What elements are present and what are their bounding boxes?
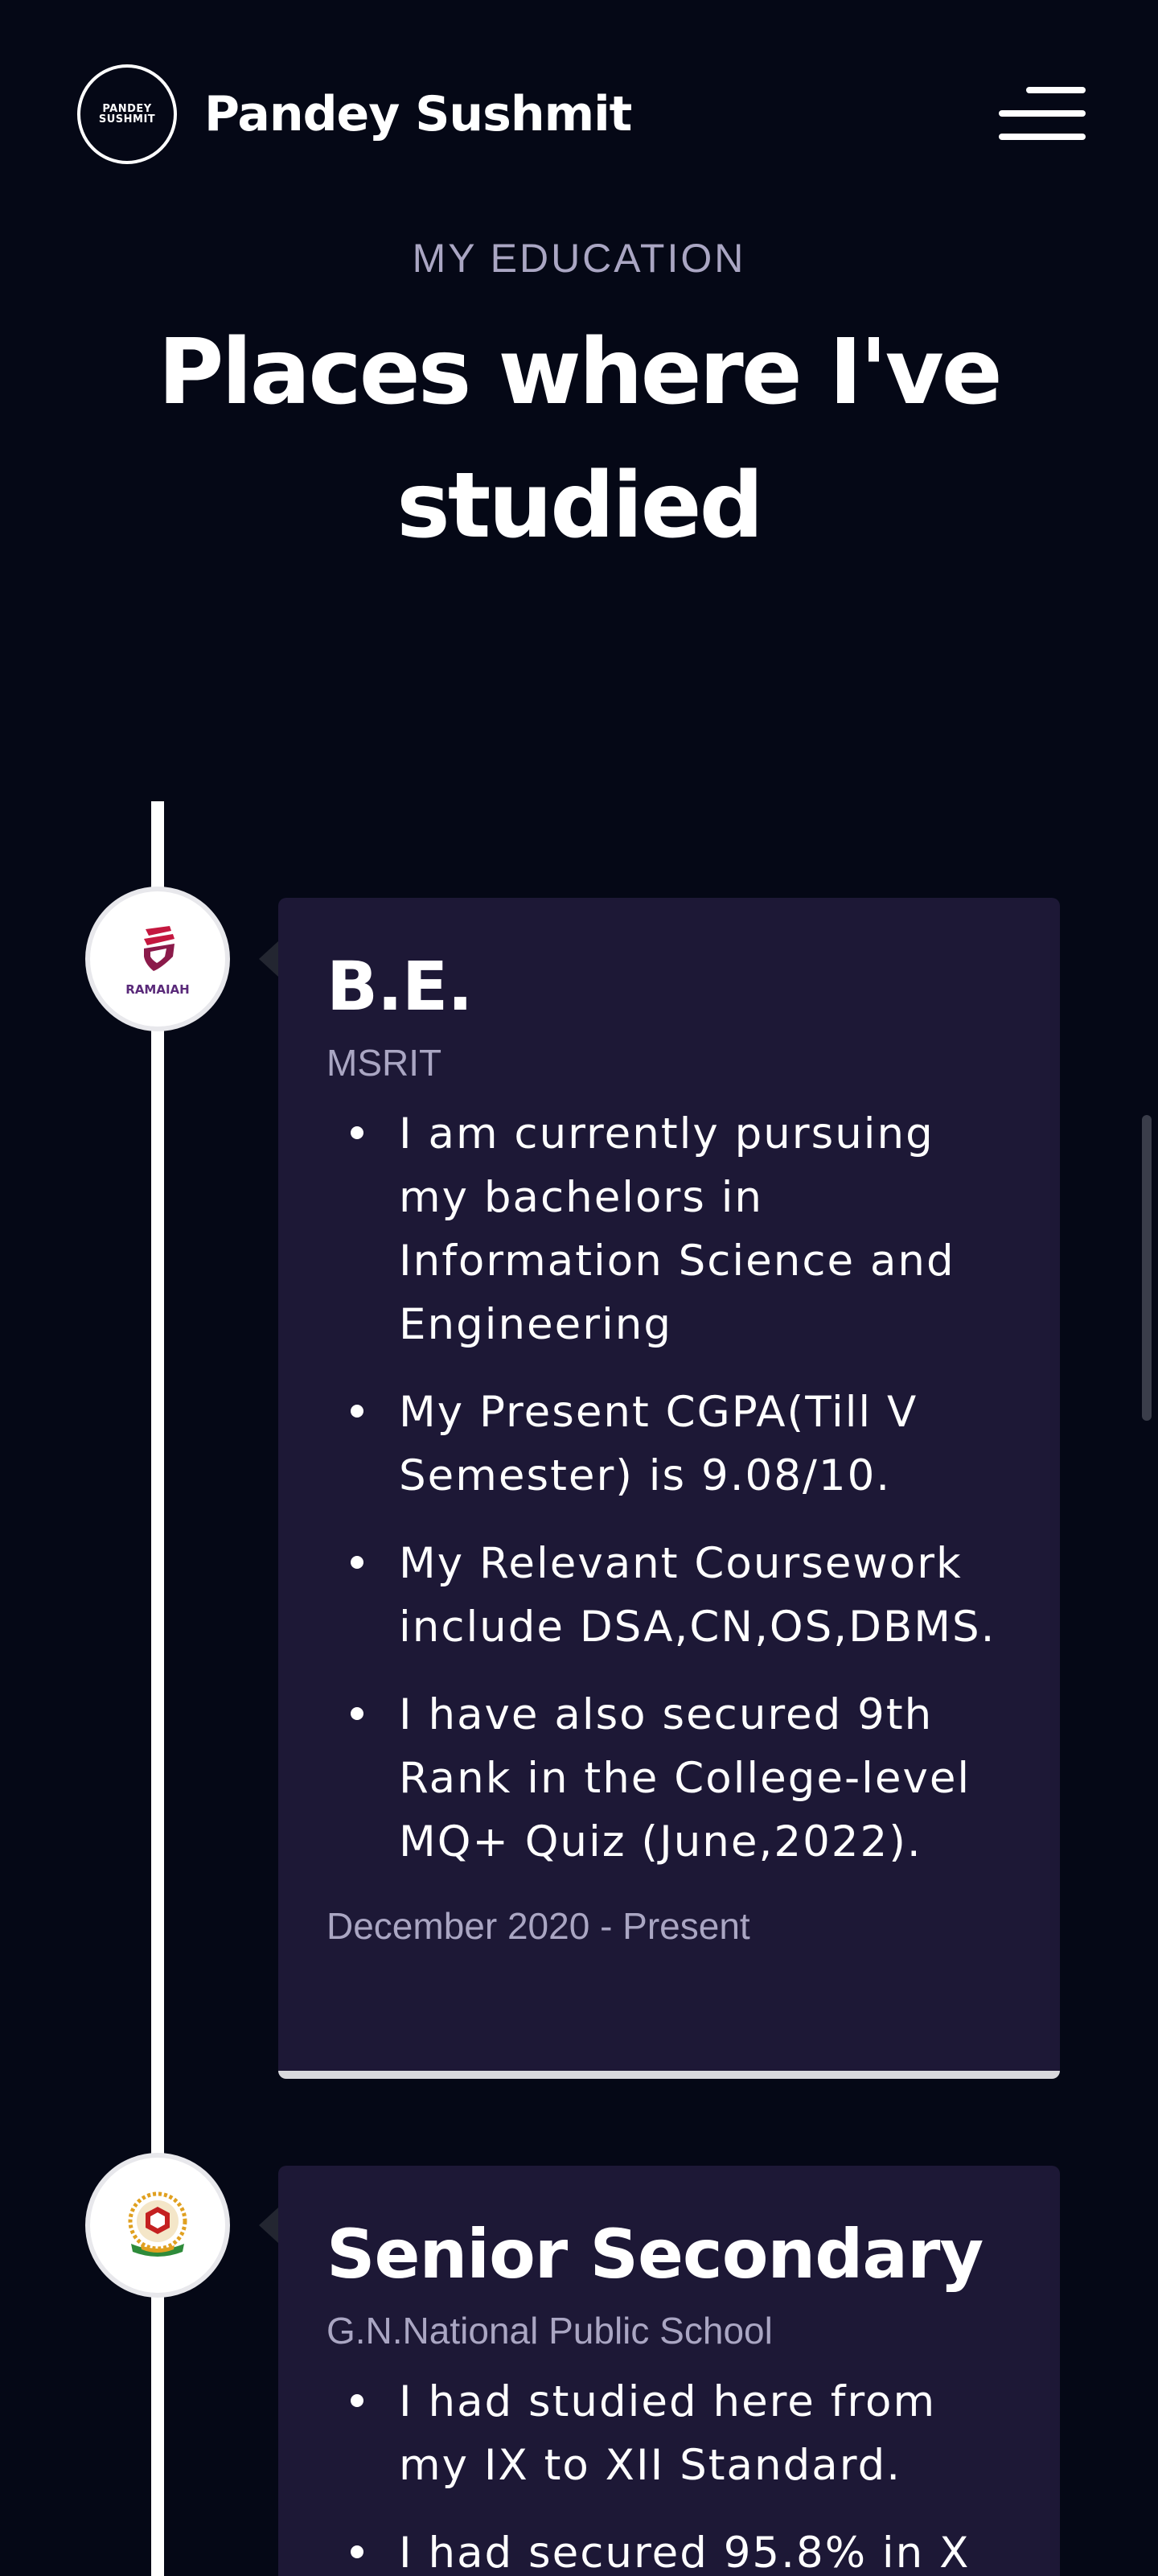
logo-line-2: SUSHMIT: [98, 113, 156, 126]
education-points: [326, 2370, 1012, 2576]
timeline-line: [151, 801, 164, 2576]
education-card: [278, 2166, 1060, 2576]
list-item: I had secured 95.8% in X: [326, 2521, 1012, 2576]
school-crest-icon: [85, 2153, 230, 2298]
brand-name[interactable]: Pandey Sushmit: [204, 86, 632, 142]
card-arrow: [259, 941, 278, 977]
section-subtitle: MY EDUCATION: [412, 236, 746, 281]
site-logo[interactable]: [77, 64, 177, 164]
card-arrow: [259, 2208, 278, 2243]
education-card: [278, 898, 1060, 2079]
scrollbar-thumb[interactable]: [1142, 1115, 1152, 1421]
navbar: [0, 0, 1158, 229]
ramaiah-label: RAMAIAH: [125, 982, 190, 997]
degree-title: Senior Secondary: [326, 2215, 983, 2294]
menu-bar: [1026, 87, 1086, 93]
ramaiah-logo-icon: [85, 887, 230, 1031]
list-item: I am currently pursuing my bachelors in Information Science and Engineering: [326, 1102, 1012, 1356]
list-item: I had studied here from my IX to XII Standard.: [326, 2370, 1012, 2497]
gn-national-crest: [113, 2181, 202, 2269]
menu-bar: [999, 110, 1086, 117]
menu-bar: [999, 134, 1086, 140]
degree-title: B.E.: [326, 947, 473, 1026]
logo-line-1: PANDEY: [102, 103, 152, 115]
section-title: Places where I've studied: [158, 320, 1000, 558]
list-item: I have also secured 9th Rank in the College-level MQ+ Quiz (June,2022).: [326, 1683, 1012, 1874]
list-item: My Present CGPA(Till V Semester) is 9.08/10.: [326, 1381, 1012, 1508]
hamburger-menu-icon[interactable]: [997, 87, 1086, 140]
school-name: MSRIT: [326, 1042, 442, 1084]
education-points: [326, 1102, 1012, 1874]
education-date: December 2020 - Present: [326, 1905, 750, 1947]
school-name: G.N.National Public School: [326, 2310, 773, 2352]
ramaiah-emblem: [113, 915, 202, 1003]
list-item: My Relevant Coursework include DSA,CN,OS,DBMS.: [326, 1532, 1012, 1659]
